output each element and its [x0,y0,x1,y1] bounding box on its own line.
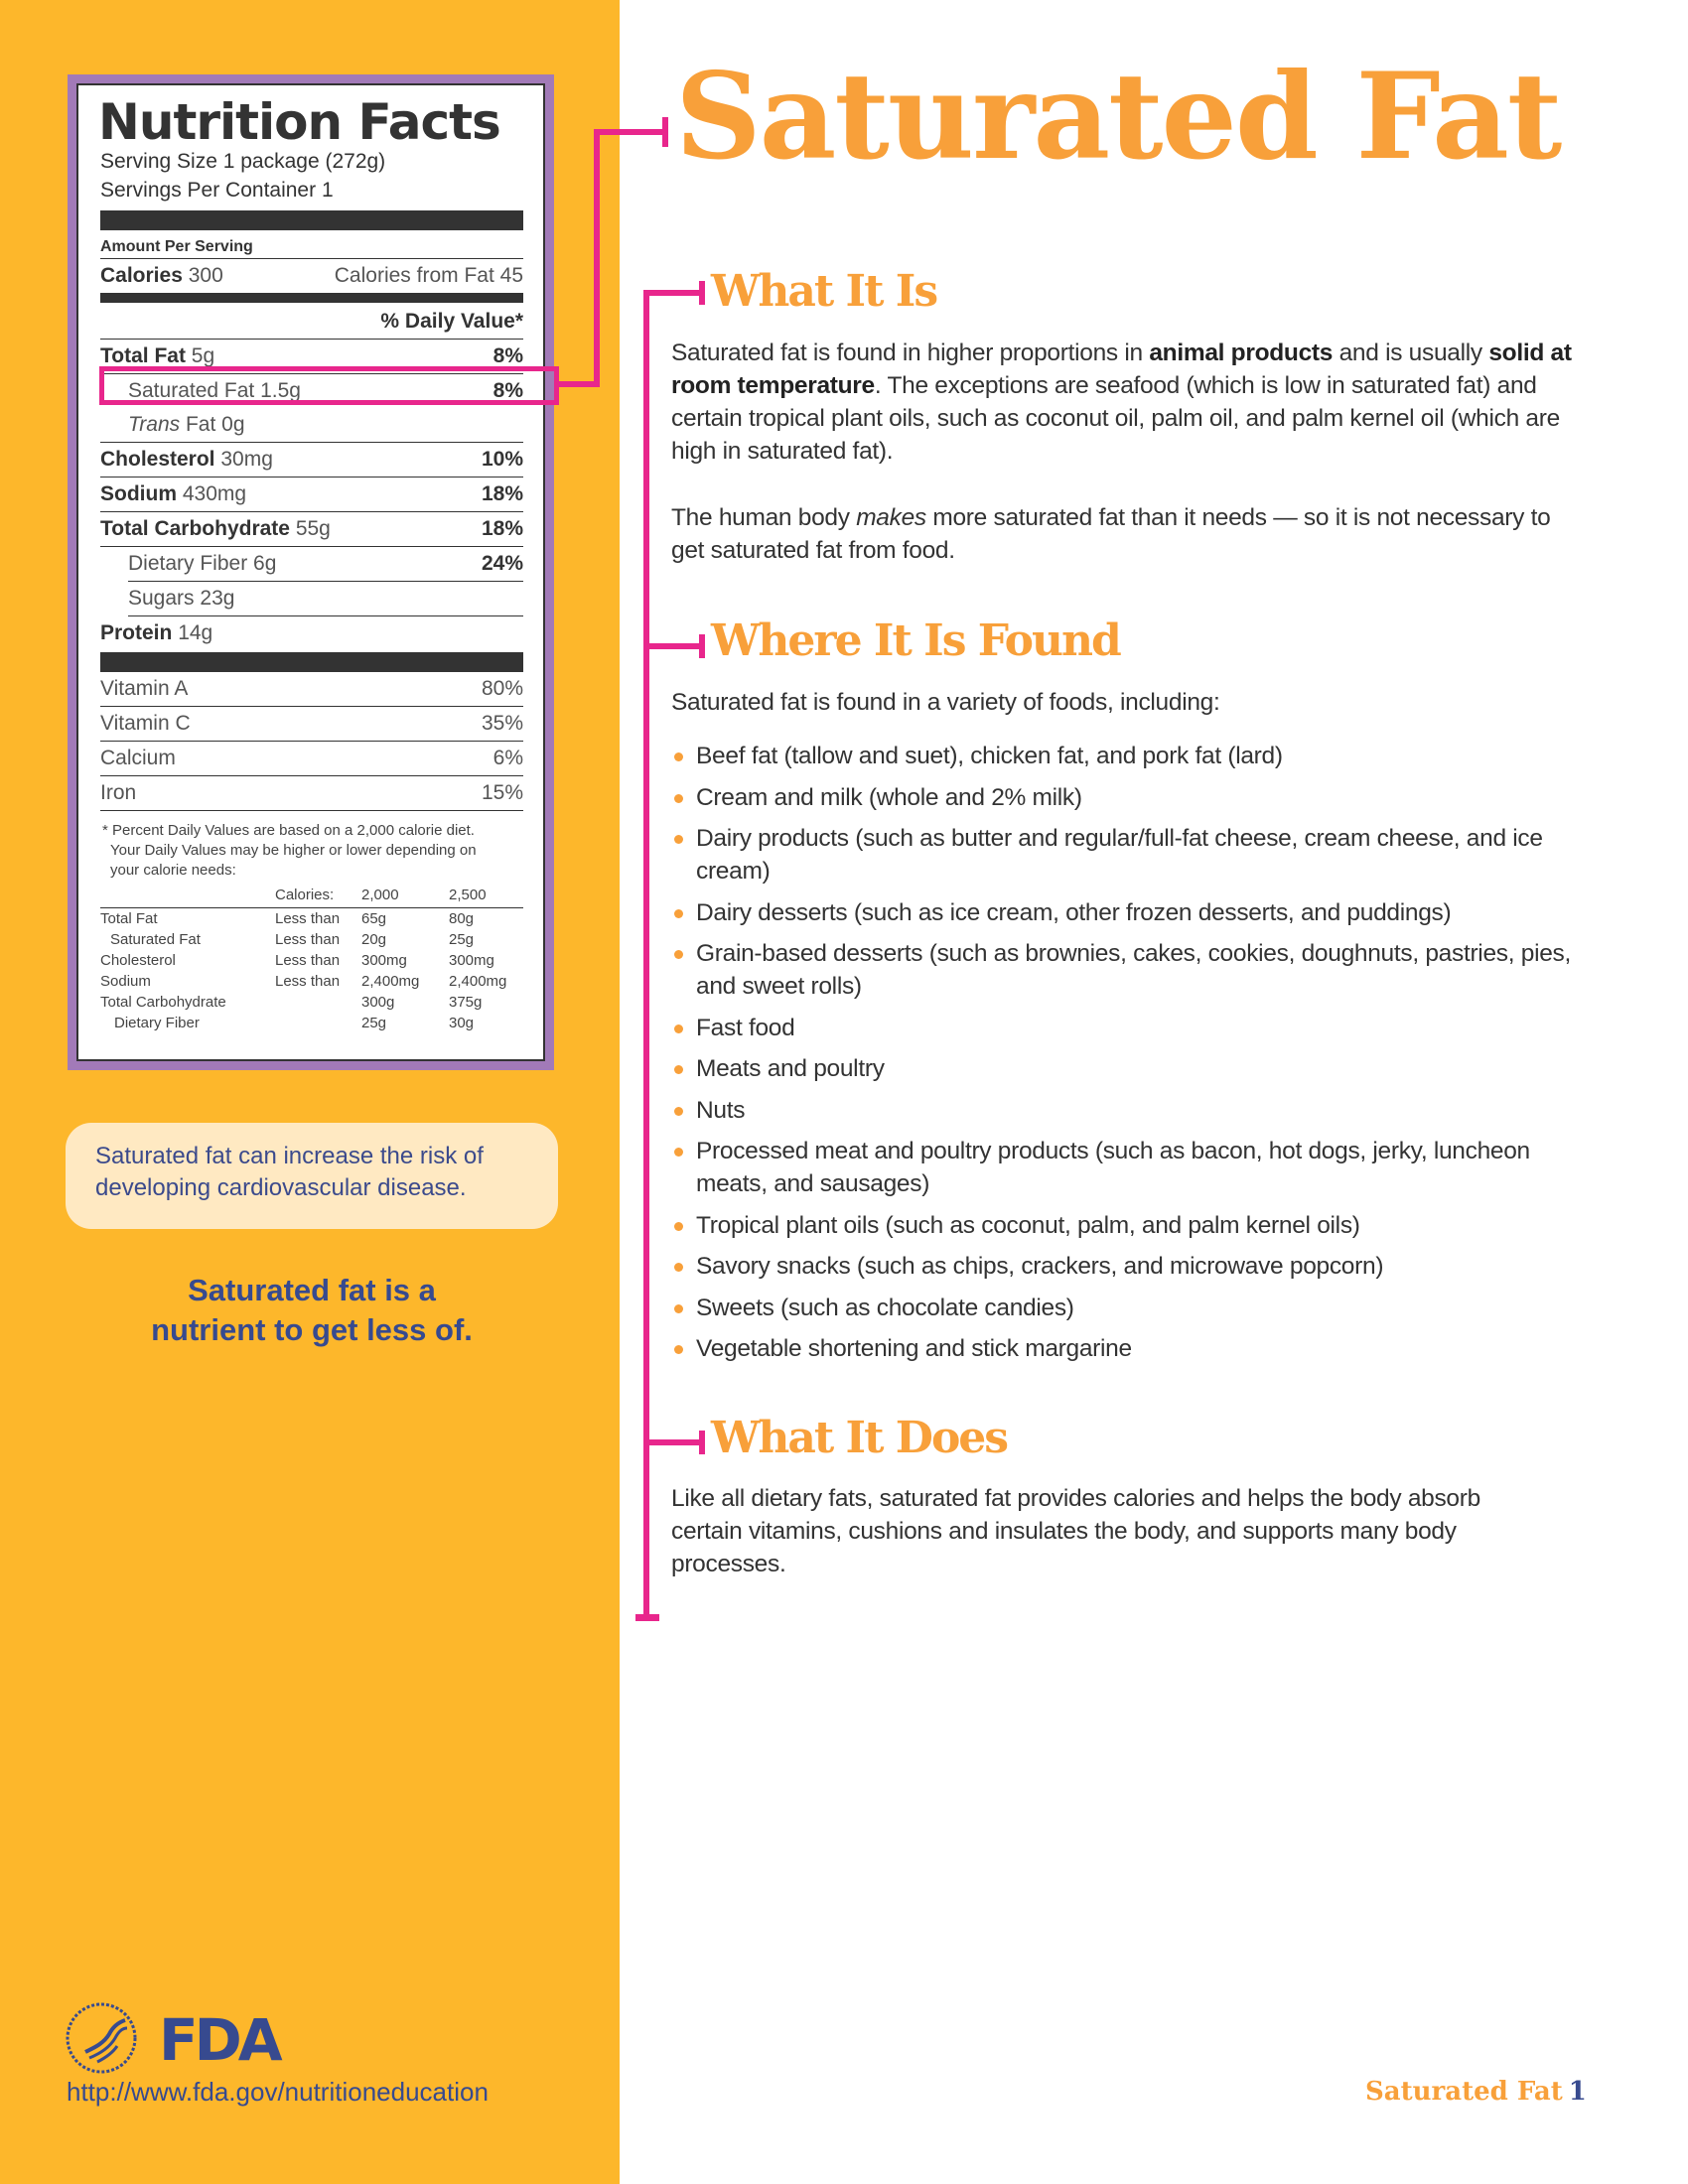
food-source-item [671,937,1585,1003]
nutrient-row-cholesterol [100,443,523,478]
food-source-text: Tropical plant oils (such as coconut, palm, and palm kernel oils) [696,1211,1360,1239]
nutrient-amount: 0g [221,413,245,436]
food-source-item [671,822,1585,887]
bullet-dot-icon [674,1263,683,1272]
food-source-text: Meats and poultry [696,1055,885,1082]
nutrient-row-sugars [128,582,523,616]
nutrient-amount: 430mg [182,482,247,505]
footnote-line: your calorie needs: [110,862,236,879]
vitamin-row [100,707,523,742]
food-source-text: Processed meat and poultry products (such as bacon, hot dogs, jerky, luncheon meats, and sausages) [696,1138,1530,1197]
dv-cell: 30g [449,1015,475,1031]
food-source-text: Sweets (such as chocolate candies) [696,1294,1074,1321]
dv-cell: Less than [275,931,341,948]
nutrient-name: Protein [100,621,173,644]
dv-cell: Total Fat [100,910,158,927]
nutrient-to-limit-statement [66,1271,558,1350]
calories-label: Calories [100,264,183,287]
dv-cell: 25g [361,1015,387,1031]
health-risk-callout: Saturated fat can increase the risk of developing cardiovascular disease. [66,1123,558,1229]
footnote-line: Your Daily Values may be higher or lower depending on [110,842,477,859]
dv-cell [275,992,361,1013]
nutrient-name: Sodium [100,482,177,505]
bullet-dot-icon [674,1024,683,1033]
bullet-dot-icon [674,1304,683,1313]
page-footer [1365,2077,1587,2107]
amount-per-serving: Amount Per Serving [100,230,523,259]
dv-cell: 20g [361,931,387,948]
dv-cell: Less than [275,973,341,990]
nutrient-dv: 24% [481,552,523,575]
hhs-seal-icon [64,2000,139,2076]
food-source-text: Grain-based desserts (such as brownies, cakes, cookies, doughnuts, pastries, pies, and sweet rolls) [696,940,1571,1000]
timeline-end-cap [635,1614,659,1621]
dv-cell: 300mg [361,952,407,969]
daily-value-footnote [100,821,523,881]
text-run: more saturated fat than it needs — so it is not necessary to get saturated fat from food. [671,504,1551,564]
fda-logo-icon [159,2008,288,2068]
food-source-item [671,740,1585,772]
section-timeline-line [643,290,649,1620]
food-source-text: Vegetable shortening and stick margarine [696,1335,1132,1362]
food-source-item [671,1094,1585,1127]
nutrient-amount: 5g [191,344,215,367]
text-run: and is usually [1333,340,1489,366]
nutrient-row-trans-fat [100,408,523,443]
bullet-dot-icon [674,835,683,844]
dv-table-header [100,885,523,908]
divider-thick [100,210,523,230]
nutrient-amount: 30mg [220,448,273,471]
bullet-dot-icon [674,794,683,803]
nutrient-amount: 14g [178,621,213,644]
bullet-dot-icon [674,1107,683,1116]
bullet-dot-icon [674,1222,683,1231]
page-title: Saturated Fat [675,47,1561,187]
dv-table-row [100,908,523,930]
dv-header-cell [100,885,275,908]
daily-value-table [100,885,523,1033]
where-found-intro: Saturated fat is found in a variety of foods, including: [671,689,1220,716]
food-source-item [671,1209,1585,1242]
section-branch [643,643,703,649]
nutrient-row-protein [100,616,523,650]
vitamin-row [100,672,523,707]
food-source-item [671,781,1585,814]
dv-header-cell: 2,000 [361,885,449,908]
text-run: . The exceptions are seafood (which is low in saturated fat) and certain tropical plant oils, such as coconut oil, palm oil, and palm kernel oil (which are high in saturated fat). [671,372,1560,465]
food-source-text: Cream and milk (whole and 2% milk) [696,783,1082,811]
nutrient-amount: 23g [200,587,235,610]
food-source-item [671,1292,1585,1324]
dv-cell: 375g [449,994,483,1011]
dv-cell: 2,400mg [449,973,507,990]
statement-line: nutrient to get less of. [151,1312,473,1347]
nutrient-amount: 1.5g [260,379,301,402]
vitamin-dv: 15% [481,781,523,804]
food-source-item [671,896,1585,929]
bullet-dot-icon [674,1345,683,1354]
bullet-dot-icon [674,950,683,959]
connector-line [594,129,600,387]
dv-cell: Sodium [100,973,151,990]
footer-title: Saturated Fat [1365,2077,1563,2107]
text-run: Saturated fat is found in higher proportions in [671,340,1150,366]
nutrient-name: Cholesterol [100,448,215,471]
servings-per-container: Servings Per Container 1 [100,179,334,202]
page-number: 1 [1568,2077,1587,2107]
section-branch-cap [699,281,705,305]
food-source-list [671,740,1585,1374]
nutrition-facts-label [68,74,554,1070]
food-source-text: Beef fat (tallow and suet), chicken fat, and pork fat (lard) [696,743,1283,769]
dv-cell: 300mg [449,952,494,969]
vitamin-dv: 80% [481,677,523,700]
nutrient-amount: 6g [253,552,277,575]
dv-cell [275,1013,361,1033]
dv-cell: 25g [449,931,475,948]
what-it-does-paragraph: Like all dietary fats, saturated fat provides calories and helps the body absorb certain vitamins, cushions and insulates the body, and supports many body processes. [671,1485,1480,1577]
bullet-dot-icon [674,752,683,761]
section-heading-where-found: Where It Is Found [711,615,1120,666]
food-source-text: Dairy desserts (such as ice cream, other frozen desserts, and puddings) [696,898,1452,926]
nutrient-name: Saturated Fat [128,379,255,402]
vitamin-dv: 35% [481,712,523,735]
calories-from-fat: Calories from Fat 45 [334,264,523,287]
food-source-item [671,1332,1585,1365]
nutrient-dv: 18% [481,482,523,505]
nutrient-name: Total Fat [100,344,186,367]
food-source-item [671,1135,1585,1200]
dv-table-row [100,971,523,992]
food-source-text: Nuts [696,1096,746,1124]
nutrition-facts-title: Nutrition Facts [98,93,500,151]
emphasis-solid-at-room-temp: solid at room temperature [671,340,1572,399]
dv-cell: 65g [361,910,387,927]
dv-table-row [100,1013,523,1033]
bullet-dot-icon [674,1148,683,1157]
divider-thick [100,652,523,672]
food-source-item [671,1250,1585,1283]
section-branch [643,1439,703,1445]
nutrient-name: Dietary Fiber [128,552,248,575]
dv-table-row [100,950,523,971]
dv-cell: Cholesterol [100,952,176,969]
vitamin-name: Vitamin A [100,677,189,700]
vitamin-name: Calcium [100,747,176,769]
nutrient-name: Fat [185,413,216,436]
food-source-text: Fast food [696,1014,795,1041]
what-it-is-paragraph-1 [671,337,1585,468]
dv-header-cell: 2,500 [449,885,523,908]
food-source-item [671,1012,1585,1044]
dv-cell: Less than [275,952,341,969]
dv-cell: Dietary Fiber [114,1015,200,1031]
food-source-item [671,1052,1585,1085]
section-heading-what-it-is: What It Is [711,266,937,317]
nutrient-dv: 8% [492,379,523,402]
section-branch-cap [699,1431,705,1454]
nutrient-name: Sugars [128,587,195,610]
dv-cell: Total Carbohydrate [100,994,226,1011]
calories-row [100,259,523,294]
bullet-dot-icon [674,909,683,918]
nutrient-name: Total Carbohydrate [100,517,290,540]
bullet-dot-icon [674,1065,683,1074]
fda-logo-text: FDA [159,2008,279,2068]
connector-line [594,129,665,135]
food-source-text: Savory snacks (such as chips, crackers, and microwave popcorn) [696,1253,1384,1280]
serving-size: Serving Size 1 package (272g) [100,150,386,173]
dv-cell: 80g [449,910,475,927]
vitamin-name: Iron [100,781,137,804]
nutrient-name-italic: Trans [128,413,181,436]
dv-table-row [100,929,523,950]
footnote-line: * Percent Daily Values are based on a 2,000 calorie diet. [102,822,475,839]
nutrient-dv: 18% [481,517,523,540]
logo-group [64,2000,288,2076]
section-branch-cap [699,634,705,658]
dv-cell: Less than [275,910,341,927]
emphasis-makes: makes [856,504,926,531]
emphasis-animal-products: animal products [1149,340,1334,366]
calories-value: 300 [188,264,223,287]
dv-cell: 300g [361,994,395,1011]
dv-cell: Saturated Fat [110,931,201,948]
nutrient-row-dietary-fiber [128,547,523,582]
dv-header-cell: Calories: [275,885,361,908]
connector-cap [662,117,668,147]
what-it-is-paragraph-2 [671,501,1585,567]
nutrient-dv: 8% [492,344,523,367]
saturated-fat-highlight-box [99,366,559,405]
section-branch [643,290,703,296]
dv-cell: 2,400mg [361,973,420,990]
vitamin-row [100,776,523,811]
food-source-text: Dairy products (such as butter and regular/full-fat cheese, cream cheese, and ice cream) [696,825,1543,885]
nutrient-row-sodium [100,478,523,512]
vitamin-row [100,742,523,776]
nutrient-dv: 10% [481,448,523,471]
daily-value-header: % Daily Value* [100,303,523,340]
divider-medium [100,294,523,303]
vitamin-dv: 6% [492,747,523,769]
statement-line: Saturated fat is a [188,1273,436,1307]
text-run: The human body [671,504,857,531]
vitamin-name: Vitamin C [100,712,191,735]
fda-url-link[interactable]: http://www.fda.gov/nutritioneducation [67,2077,489,2107]
dv-table-row [100,992,523,1013]
nutrient-amount: 55g [295,517,331,540]
nutrient-row-total-carbohydrate [100,512,523,547]
section-heading-what-it-does: What It Does [711,1413,1008,1463]
